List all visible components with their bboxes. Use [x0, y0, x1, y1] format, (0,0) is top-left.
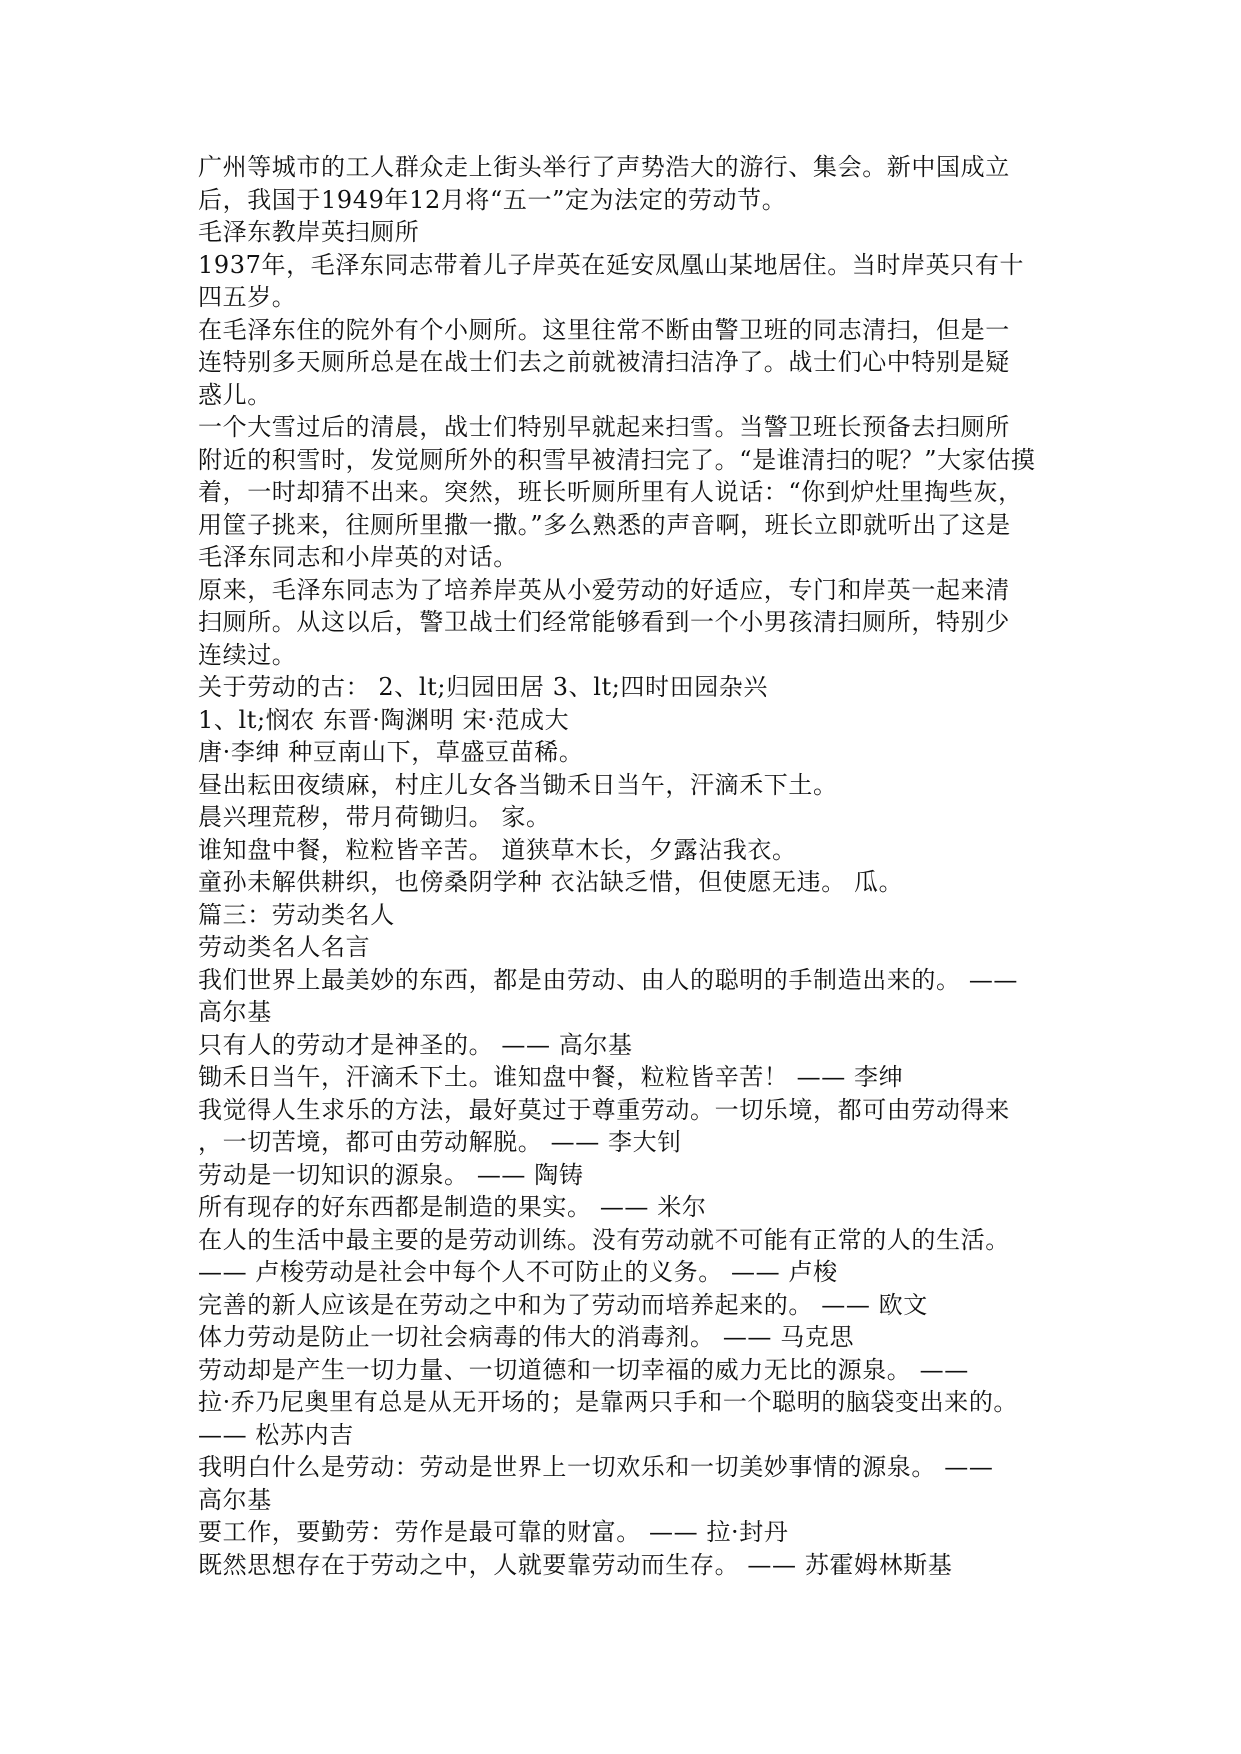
- text-line: 毛泽东同志和小岸英的对话。: [198, 543, 518, 571]
- text-line: 我觉得人生求乐的方法，最好莫过于尊重劳动。一切乐境，都可由劳动得来: [198, 1095, 1010, 1124]
- text-line: 惑儿。: [198, 380, 272, 409]
- text-line: 我明白什么是劳动：劳动是世界上一切欢乐和一切美妙事情的源泉。 ——: [198, 1453, 994, 1481]
- text-line: 劳动却是产生一切力量、一切道德和一切幸福的威力无比的源泉。 ——: [198, 1355, 969, 1384]
- text-line: 原来，毛泽东同志为了培养岸英从小爱劳动的好适应，专门和岸英一起来清: [198, 575, 1010, 604]
- text-line: 要工作，要勤劳：劳作是最可靠的财富。 —— 拉·封丹: [198, 1518, 789, 1546]
- text-line: 高尔基: [198, 1485, 272, 1514]
- text-line: ，一切苦境，都可由劳动解脱。 —— 李大钊: [198, 1128, 682, 1156]
- text-line: 童孙未解供耕织，也傍桑阴学种 衣沾缺乏惜，但使愿无违。 瓜。: [198, 868, 904, 896]
- text-line: 四五岁。: [198, 283, 297, 311]
- text-line: 锄禾日当午，汗滴禾下土。谁知盘中餐，粒粒皆辛苦！ —— 李绅: [198, 1063, 904, 1091]
- text-line: 劳动是一切知识的源泉。 —— 陶铸: [198, 1160, 584, 1189]
- text-line: 广州等城市的工人群众走上街头举行了声势浩大的游行、集会。新中国成立: [198, 153, 1010, 181]
- text-line: 连特别多天厕所总是在战士们去之前就被清扫洁净了。战士们心中特别是疑: [198, 348, 1010, 376]
- text-line: 在毛泽东住的院外有个小厕所。这里往常不断由警卫班的同志清扫，但是一: [198, 315, 1010, 344]
- text-line: 用筐子挑来，往厕所里撒一撒。”多么熟悉的声音啊，班长立即就听出了这是: [198, 510, 1011, 539]
- text-line: 体力劳动是防止一切社会病毒的伟大的消毒剂。 —— 马克思: [198, 1323, 855, 1351]
- text-line: 附近的积雪时，发觉厕所外的积雪早被清扫完了。“是谁清扫的呢？”大家估摸: [198, 445, 1036, 474]
- text-line: 谁知盘中餐，粒粒皆辛苦。 道狭草木长，夕露沾我衣。: [198, 835, 797, 864]
- text-line: 我们世界上最美妙的东西，都是由劳动、由人的聪明的手制造出来的。 ——: [198, 965, 1019, 994]
- text-line: 昼出耘田夜绩麻，村庄儿女各当锄禾日当午，汗滴禾下土。: [198, 770, 838, 799]
- text-line: 篇三：劳动类名人: [198, 900, 395, 929]
- text-line: 扫厕所。从这以后，警卫战士们经常能够看到一个小男孩清扫厕所，特别少: [198, 608, 1010, 636]
- document-body: [198, 151, 1058, 1581]
- text-line: 连续过。: [198, 640, 297, 669]
- text-line: 在人的生活中最主要的是劳动训练。没有劳动就不可能有正常的人的生活。: [198, 1225, 1010, 1254]
- text-line: 一个大雪过后的清晨，战士们特别早就起来扫雪。当警卫班长预备去扫厕所: [198, 413, 1010, 441]
- text-line: 毛泽东教岸英扫厕所: [198, 218, 420, 246]
- text-line: 劳动类名人名言: [198, 933, 371, 961]
- text-line: 晨兴理荒秽，带月荷锄归。 家。: [198, 803, 551, 831]
- text-line: 拉·乔乃尼奥里有总是从无开场的；是靠两只手和一个聪明的脑袋变出来的。: [198, 1388, 1019, 1416]
- text-line: —— 卢梭劳动是社会中每个人不可防止的义务。 —— 卢梭: [198, 1258, 838, 1286]
- text-line: 着，一时却猜不出来。突然，班长听厕所里有人说话：“你到炉灶里掏些灰，: [198, 478, 1023, 506]
- text-line: 关于劳动的古： 2、lt;归园田居 3、lt;四时田园杂兴: [198, 673, 769, 701]
- text-line: 只有人的劳动才是神圣的。 —— 高尔基: [198, 1030, 633, 1059]
- text-line: 所有现存的好东西都是制造的果实。 —— 米尔: [198, 1193, 707, 1221]
- text-line: 唐·李绅 种豆南山下，草盛豆苗稀。: [198, 738, 584, 766]
- text-line: 高尔基: [198, 998, 272, 1026]
- text-line: 后，我国于1949年12月将“五一”定为法定的劳动节。: [198, 185, 787, 214]
- text-line: 1937年，毛泽东同志带着儿子岸英在延安凤凰山某地居住。当时岸英只有十: [198, 250, 1025, 279]
- text-line: 既然思想存在于劳动之中，人就要靠劳动而生存。 —— 苏霍姆林斯基: [198, 1550, 953, 1579]
- text-line: 1、lt;悯农 东晋·陶渊明 宋·范成大: [198, 705, 570, 734]
- text-line: —— 松苏内吉: [198, 1420, 354, 1449]
- text-line: 完善的新人应该是在劳动之中和为了劳动而培养起来的。 —— 欧文: [198, 1290, 928, 1319]
